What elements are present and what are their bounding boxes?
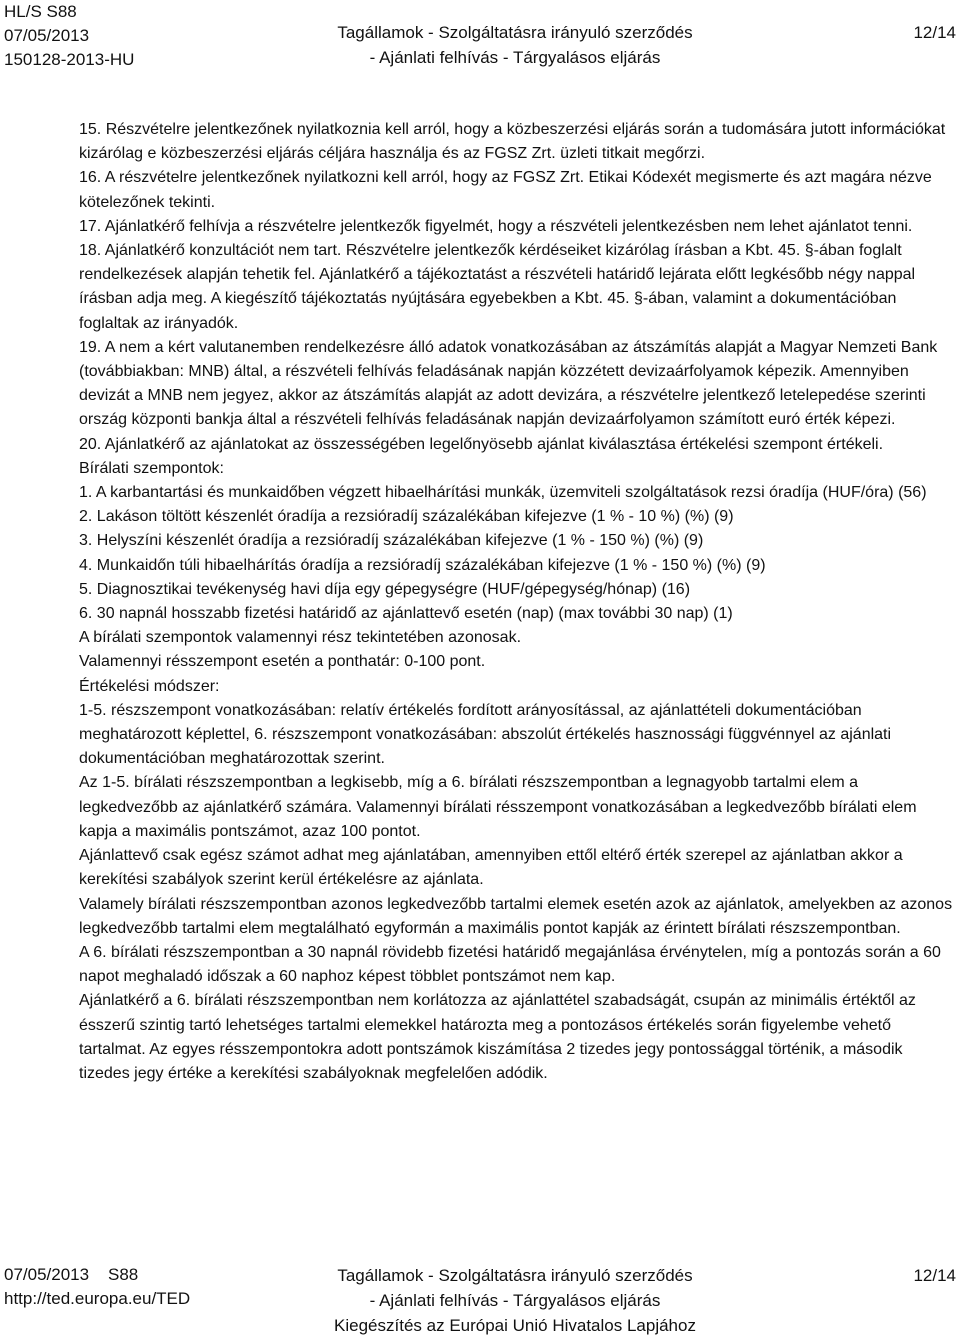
criteria-heading: Bírálati szempontok:	[79, 459, 224, 477]
rounding-note: Ajánlatkérő a 6. bírálati részszempontban nem korlátozza az ajánlattétel szabadságát, csupán az minimális értéktől az ésszerű szintig tartó lehetséges tartalmi elemekkel határozta meg a pontozásos értékelés során figyelembe vehető tartalmat. Az egyes résszempontokra adott pontszámok kiszámítása 2 tizedes jegy pontossággal történik, a második tizedes jegy értéke a kerekítési szabályoknak megfelelően adódik.	[79, 992, 916, 1082]
header-doc-id: HL/S S88	[4, 2, 77, 21]
criterion-4: 4. Munkaidőn túli hibaelhárítás óradíja a rezsióradíj százalékában kifejezve (1 % - 150 %) (%) (9)	[79, 556, 766, 574]
footer-page-number: 12/14	[913, 1266, 956, 1285]
criterion-5: 5. Diagnosztikai tevékenység havi díja egy gépegységre (HUF/gépegység/hónap) (16)	[79, 580, 691, 598]
criterion-3: 3. Helyszíni készenlét óradíja a rezsióradíj százalékában kifejezve (1 % - 150 %) (%) (9)	[79, 532, 704, 550]
integer-rule-note: Ajánlattevő csak egész számot adhat meg ajánlatában, amennyiben ettől eltérő érték szerepel az ajánlatban akkor a kerekítési szabályok szerint kerül értékelésre az ajánlata.	[79, 847, 903, 889]
criterion-2: 2. Lakáson töltött készenlét óradíja a rezsióradíj százalékában kifejezve (1 % - 10 %) (%) (9)	[79, 508, 734, 526]
footer-journal: Kiegészítés az Európai Unió Hivatalos Lapjához	[334, 1316, 696, 1335]
page-header	[0, 0, 960, 70]
footer-title: Tagállamok - Szolgáltatásra irányuló szerződés	[337, 1266, 693, 1285]
footer-center	[290, 1263, 740, 1338]
header-subtitle: - Ajánlati felhívás - Tárgyalásos eljárás	[369, 48, 661, 67]
footer-date-issue: 07/05/2013 S88	[4, 1265, 139, 1284]
payment-deadline-note: A 6. bírálati részszempontban a 30 napnál rövidebb fizetési határidő megajánlása érvénytelen, míg a pontozás során a 60 napot meghaladó időszak a 60 naphoz képest többlet pontszámot nem kap.	[79, 943, 941, 986]
header-center	[290, 20, 740, 70]
paragraph-18: 18. Ajánlatkérő konzultációt nem tart. Részvételre jelentkezők kérdéseiket kizárólag írásban a Kbt. 45. §-ában foglalt rendelkezések alapján tehetik fel. Ajánlatkérő a tájékoztatást a részvételi határidő lejárata előtt legkésőbb négy nappal írásban adja meg. A kiegészítő tájékoztatás nyújtására egyebekben a Kbt. 45. §-ában, valamint a dokumentációban foglaltak az irányadók.	[79, 242, 916, 332]
paragraph-19: 19. A nem a kért valutanemben rendelkezésre álló adatok vonatkozásában az átszámítás alapját a Magyar Nemzeti Bank (továbbiakban: MNB) által, a részvételi felhívás feladásának napján közzétett devizaárfolyamok képezik. Amennyiben devizát a MNB nem jegyez, akkor az átszámítás alapját az adott devizára, a részvételre jelentkező letelepedése szerinti ország központi bankja által a részvételi felhívás feladásának napján devizaárfolyamon számított euró érték képezi.	[79, 338, 938, 429]
evaluation-method-heading: Értékelési módszer:	[79, 677, 220, 695]
document-body	[79, 118, 955, 1086]
footer-url: http://ted.europa.eu/TED	[4, 1289, 191, 1308]
equal-elements-note: Valamely bírálati részszempontban azonos legkedvezőbb tartalmi elemek esetén azok az ajánlatok, amelyekben az azonos legkedvezőbb tartalmi elem megtalálható egyformán a maximális pontot kapják az érintett bírálati részszempontban.	[79, 895, 953, 937]
footer-left	[4, 1263, 264, 1311]
most-favourable-note: Az 1-5. bírálati részszempontban a legkisebb, míg a 6. bírálati részszempontban a legnagyobb tartalmi elem a legkedvezőbb az ajánlatkérő számára. Valamennyi bírálati résszempont vonatkozásában a legkedvezőbb bírálati elem kapja a maximális pontszámot, azaz 100 pontot.	[79, 774, 917, 840]
paragraph-20: 20. Ajánlatkérő az ajánlatokat az összességében legelőnyösebb ajánlat kiválasztása értékelési szempont értékeli.	[79, 435, 884, 453]
header-date: 07/05/2013	[4, 26, 90, 45]
page-footer	[0, 1263, 960, 1333]
header-left	[4, 0, 264, 72]
criterion-1: 1. A karbantartási és munkaidőben végzett hibaelhárítási munkák, üzemviteli szolgáltatások rezsi óradíja (HUF/óra) (56)	[79, 484, 927, 502]
paragraph-16: 16. A részvételre jelentkezőnek nyilatkozni kell arról, hogy az FGSZ Zrt. Etikai Kódexét megismerte és azt magára nézve kötelezőnek tekinti.	[79, 169, 932, 211]
header-title: Tagállamok - Szolgáltatásra irányuló szerződés	[337, 23, 693, 42]
score-range-note: Valamennyi résszempont esetén a ponthatár: 0-100 pont.	[79, 653, 486, 671]
criterion-6: 6. 30 napnál hosszabb fizetési határidő az ajánlattevő esetén (nap) (max további 30 nap) (1)	[79, 605, 733, 623]
criteria-identical-note: A bírálati szempontok valamennyi rész tekintetében azonosak.	[79, 629, 522, 647]
footer-subtitle: - Ajánlati felhívás - Tárgyalásos eljárás	[369, 1291, 661, 1310]
header-page-number: 12/14	[913, 23, 956, 42]
paragraph-17: 17. Ajánlatkérő felhívja a részvételre jelentkezők figyelmét, hogy a részvételi jelentkezésben nem lehet ajánlatot tenni.	[79, 217, 913, 235]
evaluation-method-text: 1-5. részszempont vonatkozásában: relatív értékelés fordított arányosítással, az ajánlattételi dokumentációban meghatározott képlettel, 6. részszempont vonatkozásában: abszolút értékelés hasznossági függvénnyel az ajánlati dokumentációban meghatározottak szerint.	[79, 701, 892, 768]
paragraph-15: 15. Részvételre jelentkezőnek nyilatkoznia kell arról, hogy a közbeszerzési eljárás során a tudomására jutott információkat kizárólag e közbeszerzési eljárás céljára használja és az FGSZ Zrt. üzleti titkait megőrzi.	[79, 121, 946, 163]
header-notice-number: 150128-2013-HU	[4, 50, 135, 69]
